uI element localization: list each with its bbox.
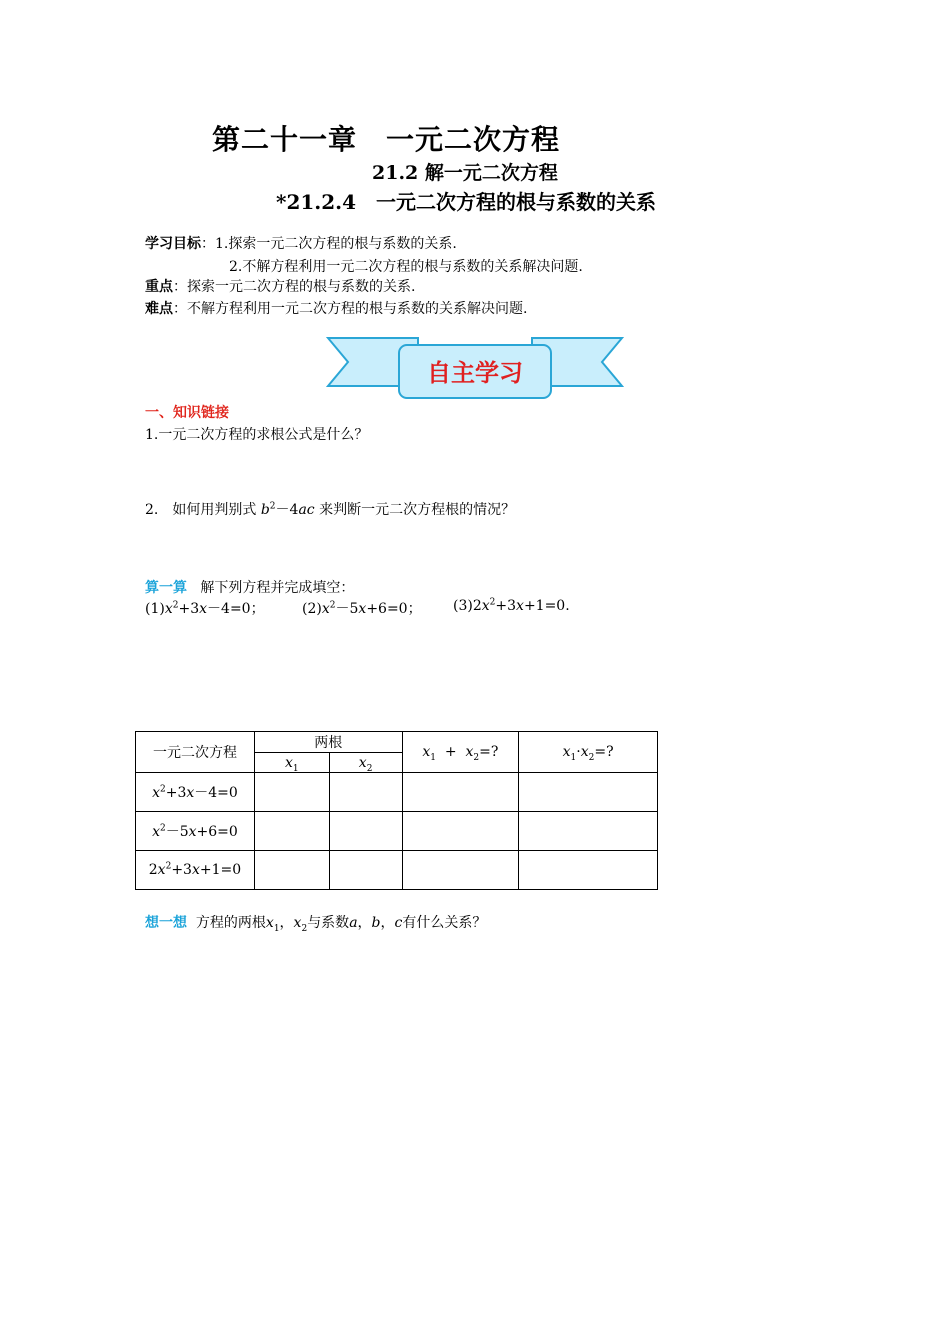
cell-x1[interactable]	[254, 773, 329, 812]
calc-line	[145, 577, 354, 597]
roots-table	[135, 731, 658, 890]
row-equation-2: $x^2-5x+6=0$	[136, 812, 255, 851]
knowledge-heading: 一、知识链接	[145, 405, 229, 421]
header-product: $x_1\cdot x_2=$?	[519, 732, 658, 773]
key-point-line: 重点：探索一元二次方程的根与系数的关系.	[145, 279, 416, 295]
question-1: 1.一元二次方程的求根公式是什么？	[145, 427, 369, 443]
cell-sum[interactable]	[402, 851, 519, 890]
goal-label: 学习目标	[145, 236, 201, 252]
think-line: 想一想 方程的两根$x_1$，$x_2$与系数a，b，c有什么关系？	[145, 915, 487, 934]
cell-product[interactable]	[519, 812, 658, 851]
difficulty-text: 不解方程利用一元二次方程的根与系数的关系解决问题.	[187, 301, 528, 317]
difficulty-label: 难点	[145, 301, 173, 317]
section-title: 21.2 解一元二次方程	[372, 162, 558, 184]
goal-1: 1.探索一元二次方程的根与系数的关系.	[215, 236, 457, 252]
key-text: 探索一元二次方程的根与系数的关系.	[187, 279, 416, 295]
key-label: 重点	[145, 279, 173, 295]
table-row	[136, 851, 658, 890]
difficulty-line: 难点：不解方程利用一元二次方程的根与系数的关系解决问题.	[145, 301, 528, 317]
chapter-title: 第二十一章 一元二次方程	[212, 123, 561, 156]
cell-sum[interactable]	[402, 812, 519, 851]
header-x1: $x_1$	[254, 753, 329, 773]
header-equation: 一元二次方程	[136, 732, 255, 773]
equation-1: $(1)x^2+3x-4=0$；	[145, 600, 265, 617]
calc-instruction: 解下列方程并完成填空：	[200, 580, 355, 596]
equation-2: $(2)x^2-5x+6=0$；	[302, 600, 422, 617]
header-x2: $x_2$	[329, 753, 402, 773]
cell-x2[interactable]	[329, 851, 402, 890]
equation-3: $(3)2x^2+3x+1=0$.	[453, 597, 570, 614]
table-row	[136, 812, 658, 851]
row-equation-3: $2x^2+3x+1=0$	[136, 851, 255, 890]
self-study-banner	[326, 334, 624, 400]
subsection-title: *21.2.4 一元二次方程的根与系数的关系	[276, 190, 657, 214]
row-equation-1: $x^2+3x-4=0$	[136, 773, 255, 812]
header-roots: 两根	[254, 732, 402, 753]
goal-2: 2.不解方程利用一元二次方程的根与系数的关系解决问题.	[229, 259, 583, 275]
cell-product[interactable]	[519, 851, 658, 890]
cell-sum[interactable]	[402, 773, 519, 812]
cell-x2[interactable]	[329, 773, 402, 812]
cell-x1[interactable]	[254, 812, 329, 851]
header-sum: $x_1 + x_2=$?	[402, 732, 519, 773]
banner-text: 自主学习	[427, 359, 523, 387]
think-label: 想一想	[145, 915, 187, 931]
cell-x2[interactable]	[329, 812, 402, 851]
table-row	[136, 773, 658, 812]
cell-product[interactable]	[519, 773, 658, 812]
objective-line-1: 学习目标：1.探索一元二次方程的根与系数的关系.	[145, 236, 457, 252]
cell-x1[interactable]	[254, 851, 329, 890]
question-2: 2. 如何用判别式 $b^2-4ac$ 来判断一元二次方程根的情况？	[145, 501, 516, 518]
calc-label: 算一算	[145, 580, 187, 596]
